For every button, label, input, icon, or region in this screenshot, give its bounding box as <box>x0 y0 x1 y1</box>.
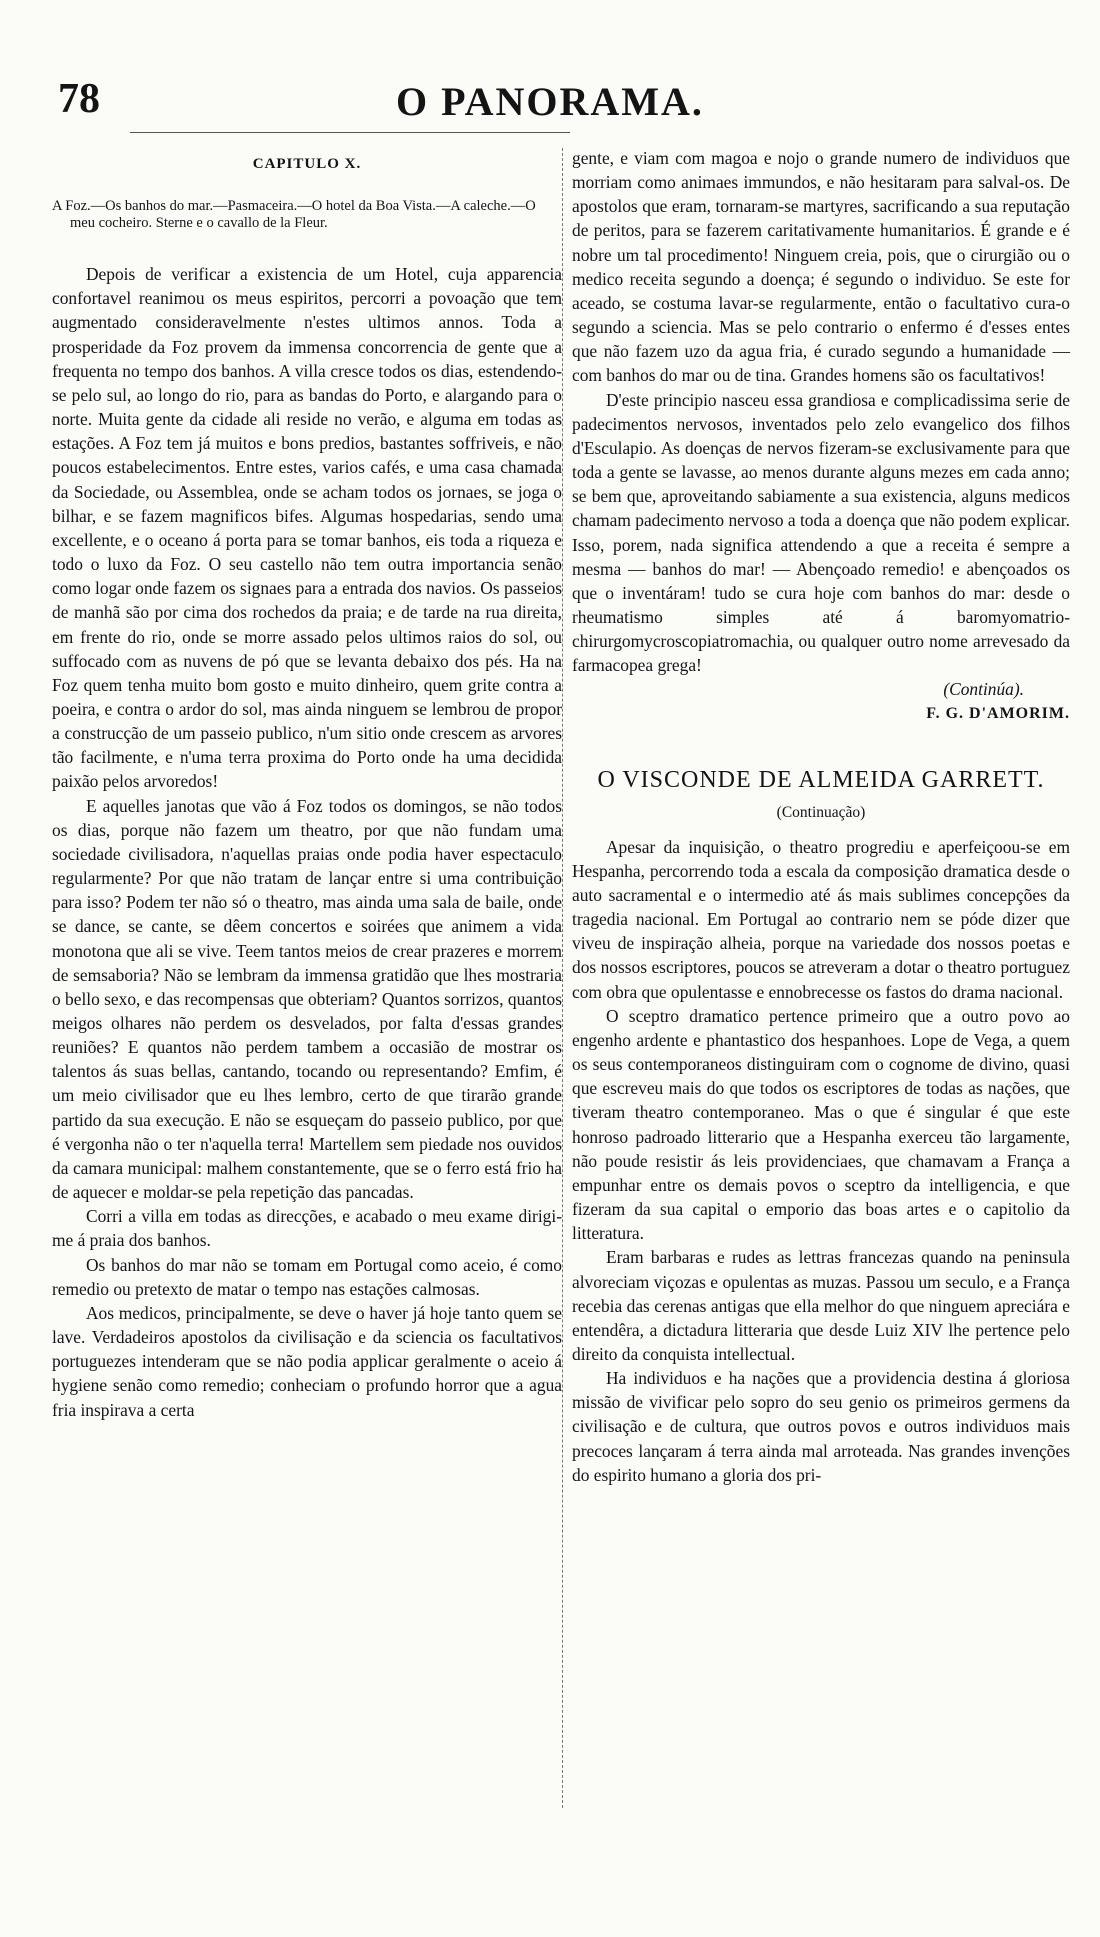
paragraph: Corri a villa em todas as direcções, e acabado o meu exame dirigi-me á praia dos banhos. <box>52 1206 562 1251</box>
column-divider <box>562 148 563 1808</box>
publication-title: O PANORAMA. <box>396 79 704 124</box>
paragraph: D'este principio nasceu essa grandiosa e complicadissima serie de padecimentos nervosos, inventados pelo zelo evangelico dos filhos d'Esculapio. As doenças de nervos fizeram-se exclusivamente para que toda a gente se lavasse, ao menos durante alguns mezes em cada anno; se bem que, aproveitando sabiamente a sua existencia, alguns medicos chamam padecimento nervoso a toda a doença que não podem explicar. Isso, porem, nada significa attendendo a que a receita é sempre a mesma — banhos do mar! — Abençoado remedio! e abençoados os que o inventáram! tudo se cura hoje com banhos do mar: desde o rheumatismo simples até á baromyomatrio-chirurgomycroscopiatromachia, ou qualquer outro nome arrevesado da farmacopea grega! <box>572 389 1070 676</box>
right-column <box>572 146 1070 1487</box>
chapter-summary: A Foz.—Os banhos do mar.—Pasmaceira.—O hotel da Boa Vista.—A caleche.—O meu cocheiro. Sterne e o cavallo de la Fleur. <box>52 198 536 232</box>
paragraph: E aquelles janotas que vão á Foz todos os domingos, se não todos os dias, porque não fazem um theatro, por que não fundam uma sociedade civilisadora, n'aquellas praias onde podia haver espectaculo regularmente? Por que não tratam de lançar entre si uma contribuição para isso? Podem ter não só o theatro, mas ainda uma sala de baile, onde se dance, se cante, se dêem concertos e soirées que animem a vida monotona que ali se vive. Teem tantos meios de crear prazeres e morrem de semsaboria? Não se lembram da immensa gratidão que lhes mostraria o bello sexo, e das recompensas que obteriam? Quantos sorrizos, quantos meigos olhares não perdem os desvelados, por falta d'essas grandes reuniões? E quantos não perdem tambem a occasião de mostrar os talentos ás suas bellas, cantando, tocando ou representando? Emfim, é um meio civilisador que eu lhes lembro, certo de que tirarão grande partido da sua execução. E não se esqueçam do passeio publico, por que é vergonha não o ter n'aquella terra! Martellem sem piedade nos ouvidos da camara municipal: malhem constantemente, que se o ferro está frio ha de aquecer e moldar-se pela repetição das pancadas. <box>52 795 562 1203</box>
continuation-paragraph: gente, e viam com magoa e nojo o grande numero de individuos que morriam como animaes immundos, e não hesitaram para salval-os. De apostolos que eram, tornaram-se martyres, sacrificando a sua reputação de peritos, para se fazerem caritativamente humanitarios. É grande e é nobre um tal procedimento! Ninguem creia, pois, que o cirurgião ou o medico receita segundo a doença; é segundo o individuo. Se este for aceado, se costuma lavar-se regularmente, então o facultativo cura-o segundo a sciencia. Mas se pelo contrario o enfermo é d'esses entes que não fazem uzo da agua fria, é curado segundo a humanidade — com banhos do mar ou de tina. Grandes homens são os facultativos! <box>572 148 1070 386</box>
paragraph: Apesar da inquisição, o theatro progrediu e aperfeiçoou-se em Hespanha, percorrendo toda a escala da composição dramatica desde o auto sacramental e o intermedio até ás mais sublimes concepções da tragedia nacional. Em Portugal ao contrario nem se póde dizer que viveu de inspiração alheia, porque na variedade dos nossos poetas e dos nossos escriptores, poucos se atreveram a dotar o theatro portuguez com obra que opulentasse e ennobrecesse os fastos do drama nacional. <box>572 836 1070 1002</box>
paragraph: Eram barbaras e rudes as lettras francezas quando na peninsula alvoreciam viçozas e opulentas as muzas. Passou um seculo, e a França recebia das cerenas antigas que ella melhor do que ninguem apreciára e entendêra, a dictadura litteraria que desde Luiz XIV lhe pertence pelo direito da conquista intellectual. <box>572 1247 1070 1364</box>
paragraph: Depois de verificar a existencia de um Hotel, cuja apparencia confortavel reanimou os meus espiritos, percorri a povoação que tem augmentado consideravelmente n'estes ultimos annos. Toda a prosperidade da Foz provem da immensa concorrencia de gente que a frequenta no tempo dos banhos. A villa cresce todos os dias, estendendo-se pelo sul, ao longo do rio, para as bandas do Porto, e alargando para o norte. Muita gente da cidade ali reside no verão, e alguma em todas as estações. A Foz tem já muitos e bons predios, bastantes soffriveis, e não poucos estabelecimentos. Entre estes, varios cafés, e uma casa chamada da Sociedade, ou Assemblea, onde se acham todos os jornaes, se joga o bilhar, e se fazem magnificos bifes. Algumas hospedarias, sendo uma excellente, e o oceano á porta para se tomar banhos, eis toda a riqueza e todo o luxo da Foz. O seu castello não tem outra importancia senão como logar onde fazem os signaes para a entrada dos navios. Os passeios de manhã são por cima dos rochedos da praia; e de tarde na rua direita, em frente do rio, onde se morre assado pelos ultimos raios do sol, ou suffocado com as nuvens de pó que se levanta debaixo dos pés. Ha na Foz quem tenha muito bom gosto e muito dinheiro, quem grite contra a poeira, e contra o ardor do sol, mas ainda ninguem se lembrou de propor a construcção de um passeio publico, n'um sitio onde crescem as arvores tão facilmente, e n'uma terra proxima do Porto onde ha uma decidida paixão pelos arvoredos! <box>52 264 562 792</box>
article-title: O VISCONDE DE ALMEIDA GARRETT. <box>597 766 1045 793</box>
paragraph: Os banhos do mar não se tomam em Portugal como aceio, é como remedio ou pretexto de matar o tempo nas estações calmosas. <box>52 1254 562 1299</box>
chapter-heading: CAPITULO X. <box>252 156 362 172</box>
left-column <box>52 146 562 1422</box>
paragraph: O sceptro dramatico pertence primeiro que a outro povo ao engenho ardente e phantastico dos hespanhoes. Lope de Vega, a quem os seus contemporaneos distinguiram com o cognome de divino, quasi que escreveu mais do que todos os escriptores de todas as nações, que tiveram theatro contemporaneo. Mas o que é singular é que este honroso padroado litterario que a Hespanha exerceu tão largamente, não poude resistir ás leis providenciaes, que chamavam a França a empunhar entre os demais povos o sceptro da intelligencia, e que fizeram da sua capital o emporio das boas artes e o capitolio da litteratura. <box>572 1005 1070 1244</box>
continua-note: (Continúa). <box>943 679 1024 700</box>
header-rule <box>130 132 570 133</box>
page-number: 78 <box>58 76 100 122</box>
article-subtitle: (Continuação) <box>776 803 866 821</box>
paragraph: Aos medicos, principalmente, se deve o haver já hoje tanto quem se lave. Verdadeiros apostolos da civilisação e da sciencia os facultativos portuguezes intenderam que se não podia applicar geralmente o aceio á hygiene senão como remedio; conheciam o profundo horror que a agua fria inspirava a certa <box>52 1302 562 1420</box>
author-signature: F. G. D'AMORIM. <box>926 704 1070 722</box>
paragraph: Ha individuos e ha nações que a providencia destina á gloriosa missão de vivificar pelo sopro do seu genio os primeiros germens da civilisação e de cultura, que outros povos e outros individuos mais precoces lançaram á terra ainda mal arroteada. Nas grandes invenções do espirito humano a gloria dos pri- <box>572 1368 1070 1485</box>
